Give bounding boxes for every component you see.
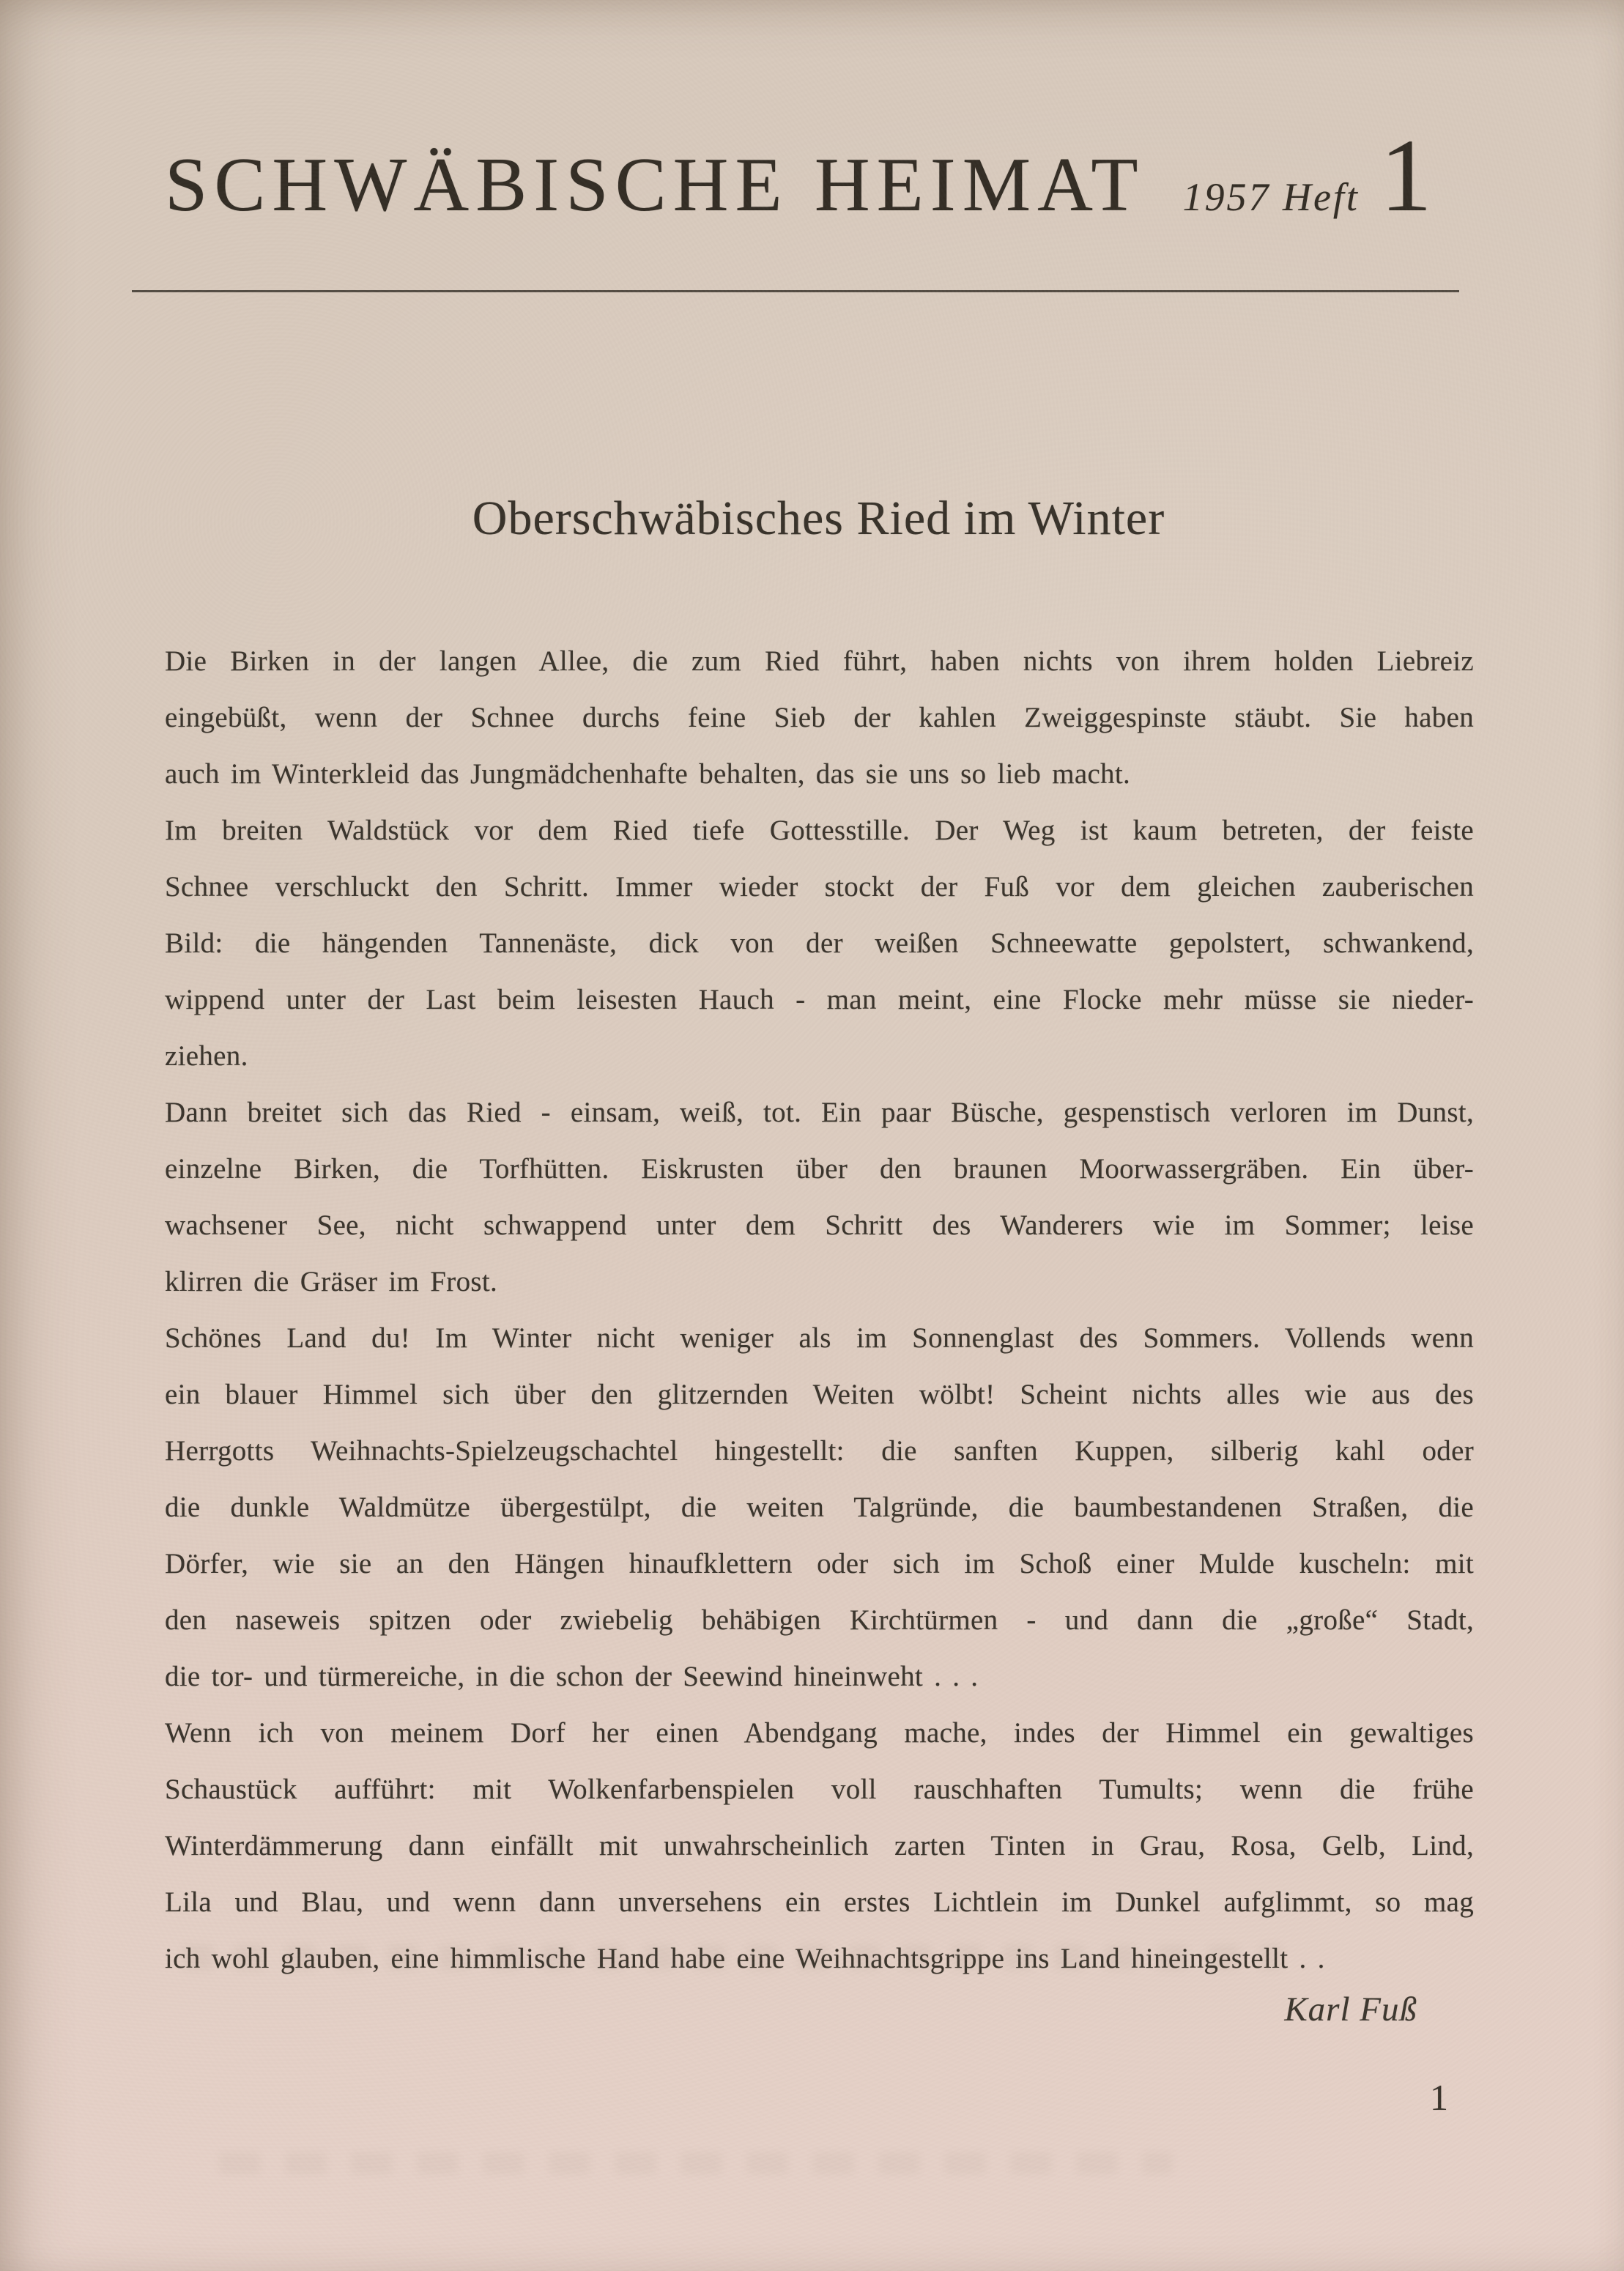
text-line: Wenn ich von meinem Dorf her einen Abendgang mache, indes der Himmel ein gewaltiges bbox=[165, 1717, 1474, 1749]
text-line: wachsener See, nicht schwappend unter dem Schritt des Wanderers wie im Sommer; leise bbox=[165, 1209, 1474, 1241]
issue-word: Heft bbox=[1282, 175, 1360, 219]
article-title: Oberschwäbisches Ried im Winter bbox=[472, 492, 1165, 545]
masthead-divider-rule bbox=[132, 290, 1459, 292]
text-line: Im breiten Waldstück vor dem Ried tiefe Gottesstille. Der Weg ist kaum betreten, der feiste bbox=[165, 815, 1474, 846]
text-line: klirren die Gräser im Frost. bbox=[165, 1266, 498, 1297]
paragraph bbox=[165, 1084, 1474, 1310]
paragraph bbox=[165, 802, 1474, 1084]
text-line: einzelne Birken, die Torfhütten. Eiskrusten über den braunen Moorwassergräben. Ein über- bbox=[165, 1153, 1474, 1185]
text-line: Lila und Blau, und wenn dann unversehens ein erstes Lichtlein im Dunkel aufglimmt, so mag bbox=[165, 1886, 1474, 1918]
text-line: Dann breitet sich das Ried - einsam, weiß, tot. Ein paar Büsche, gespenstisch verloren im Dunst, bbox=[165, 1097, 1474, 1128]
text-line: Bild: die hängenden Tannenäste, dick von der weißen Schneewatte gepolstert, schwankend, bbox=[165, 927, 1474, 959]
text-line: Schaustück aufführt: mit Wolkenfarbenspielen voll rauschhaften Tumults; wenn die frühe bbox=[165, 1774, 1474, 1805]
text-line: ich wohl glauben, eine himmlische Hand habe eine Weihnachtsgrippe ins Land hineingestellt . . bbox=[165, 1943, 1325, 1974]
show-through-smudge bbox=[220, 2152, 1172, 2174]
issue-number: 1 bbox=[1379, 117, 1432, 233]
text-line: eingebüßt, wenn der Schnee durchs feine Sieb der kahlen Zweiggespinste stäubt. Sie haben bbox=[165, 702, 1474, 733]
article-body bbox=[165, 633, 1474, 1987]
text-line: Schönes Land du! Im Winter nicht weniger als im Sonnenglast des Sommers. Vollends wenn bbox=[165, 1322, 1474, 1354]
text-line: wippend unter der Last beim leisesten Hauch - man meint, eine Flocke mehr müsse sie nieder- bbox=[165, 984, 1474, 1015]
issue-info bbox=[1182, 174, 1359, 220]
paragraph bbox=[165, 633, 1474, 802]
author-byline: Karl Fuß bbox=[1284, 1990, 1417, 2029]
text-line: auch im Winterkleid das Jungmädchenhafte behalten, das sie uns so lieb macht. bbox=[165, 758, 1131, 790]
text-line: Winterdämmerung dann einfällt mit unwahrscheinlich zarten Tinten in Grau, Rosa, Gelb, Lind, bbox=[165, 1830, 1474, 1861]
text-line: Herrgotts Weihnachts-Spielzeugschachtel hingestellt: die sanften Kuppen, silberig kahl oder bbox=[165, 1435, 1474, 1467]
text-line: die tor- und türmereiche, in die schon der Seewind hineinweht . . . bbox=[165, 1661, 979, 1692]
text-line: Dörfer, wie sie an den Hängen hinaufklettern oder sich im Schoß einer Mulde kuscheln: mit bbox=[165, 1548, 1474, 1579]
text-line: Die Birken in der langen Allee, die zum Ried führt, haben nichts von ihrem holden Liebreiz bbox=[165, 645, 1474, 677]
text-line: ziehen. bbox=[165, 1040, 248, 1072]
masthead bbox=[165, 117, 1461, 233]
page-number: 1 bbox=[1430, 2077, 1448, 2118]
issue-year: 1957 bbox=[1182, 175, 1271, 219]
paragraph bbox=[165, 1310, 1474, 1705]
paragraph bbox=[165, 1705, 1474, 1987]
text-line: die dunkle Waldmütze übergestülpt, die weiten Talgründe, die baumbestandenen Straßen, die bbox=[165, 1492, 1474, 1523]
magazine-title: SCHWÄBISCHE HEIMAT bbox=[165, 141, 1145, 227]
text-line: Schnee verschluckt den Schritt. Immer wieder stockt der Fuß vor dem gleichen zauberischen bbox=[165, 871, 1474, 903]
text-line: ein blauer Himmel sich über den glitzernden Weiten wölbt! Scheint nichts alles wie aus des bbox=[165, 1379, 1474, 1410]
text-line: den naseweis spitzen oder zwiebelig behäbigen Kirchtürmen - und dann die „große“ Stadt, bbox=[165, 1604, 1474, 1636]
